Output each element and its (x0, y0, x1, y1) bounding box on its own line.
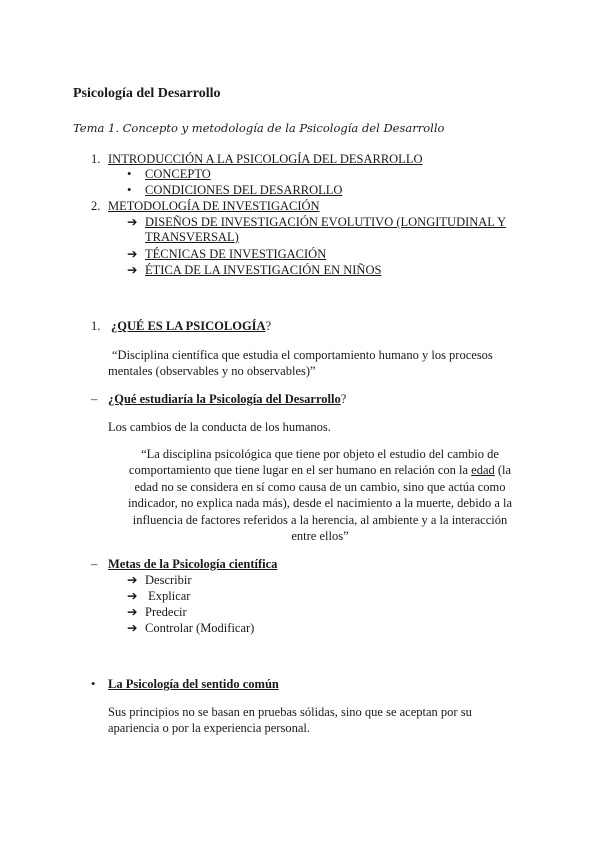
section2-quote-line: influencia de factores referidos a la herencia, al ambiente y a la interacción (132, 513, 508, 527)
arrow-right-icon: ➔ (127, 605, 138, 619)
section2-quote-line: entre ellos” (291, 529, 349, 543)
section1-quote-line: “Disciplina científica que estudia el comportamiento humano y los procesos (112, 348, 493, 362)
toc-subitem-tecnicas: TÉCNICAS DE INVESTIGACIÓN (145, 247, 327, 261)
goal-item: Controlar (Modificar) (145, 621, 255, 635)
arrow-right-icon: ➔ (127, 621, 138, 635)
bullet-icon: • (127, 183, 132, 197)
toc-subitem-disenos-cont: TRANSVERSAL) (145, 230, 239, 244)
section2-heading (108, 391, 346, 407)
arrow-right-icon: ➔ (127, 215, 138, 229)
dash-bullet: – (91, 392, 98, 406)
toc-subitem-disenos: DISEÑOS DE INVESTIGACIÓN EVOLUTIVO (LONGITUDINAL Y (145, 215, 507, 229)
bullet-icon: • (127, 167, 132, 181)
section2-quote-line (105, 462, 535, 479)
quote-text: comportamiento que tiene lugar en el ser humano en relación con la (128, 463, 472, 477)
toc-item-metodologia: METODOLOGÍA DE INVESTIGACIÓN (108, 199, 320, 213)
section4-text-line: Sus principios no se basan en pruebas sólidas, sino que se aceptan por su (108, 705, 472, 719)
section1-heading-end: ? (265, 319, 272, 333)
goal-item: Explicar (145, 589, 191, 603)
section2-heading-text: ¿Qué estudiaría la Psicología del Desarrollo (108, 392, 341, 406)
toc-item-introduccion: INTRODUCCIÓN A LA PSICOLOGÍA DEL DESARROLLO (108, 152, 423, 166)
toc-subitem-etica: ÉTICA DE LA INVESTIGACIÓN EN NIÑOS (145, 263, 382, 277)
section2-quote-line: indicador, no explica nada más), desde el nacimiento a la muerte, debido a la (127, 496, 513, 510)
section1-heading-text: ¿QUÉ ES LA PSICOLOGÍA (111, 319, 266, 333)
arrow-right-icon: ➔ (127, 573, 138, 587)
goal-item: Predecir (145, 605, 187, 619)
section4-text-line: apariencia o por la experiencia personal. (108, 721, 310, 735)
section2-heading-end: ? (340, 392, 347, 406)
edad-link: edad (471, 463, 495, 477)
section4-heading: La Psicología del sentido común (108, 677, 279, 691)
toc-number: 2. (91, 199, 101, 213)
bullet-icon: • (91, 677, 96, 691)
toc-number: 1. (91, 152, 101, 166)
arrow-right-icon: ➔ (127, 589, 138, 603)
section-number: 1. (91, 319, 101, 333)
section2-quote-line: “La disciplina psicológica que tiene por objeto el estudio del cambio de (141, 447, 499, 461)
arrow-right-icon: ➔ (127, 247, 138, 261)
section1-heading (111, 318, 271, 334)
quote-text: (la (494, 463, 512, 477)
dash-bullet: – (91, 557, 98, 571)
page-subtitle: Tema 1. Concepto y metodología de la Psicología del Desarrollo (73, 121, 445, 135)
arrow-right-icon: ➔ (127, 263, 138, 277)
toc-subitem-concepto: CONCEPTO (145, 167, 211, 181)
toc-subitem-condiciones: CONDICIONES DEL DESARROLLO (145, 183, 343, 197)
section1-quote-line: mentales (observables y no observables)” (108, 364, 316, 378)
goal-item: Describir (145, 573, 192, 587)
section3-heading: Metas de la Psicología científica (108, 557, 278, 571)
page-title: Psicología del Desarrollo (73, 86, 221, 101)
section2-text: Los cambios de la conducta de los humanos. (108, 420, 331, 434)
section2-quote-line: edad no se considera en sí como causa de un cambio, sino que actúa como (134, 480, 506, 494)
